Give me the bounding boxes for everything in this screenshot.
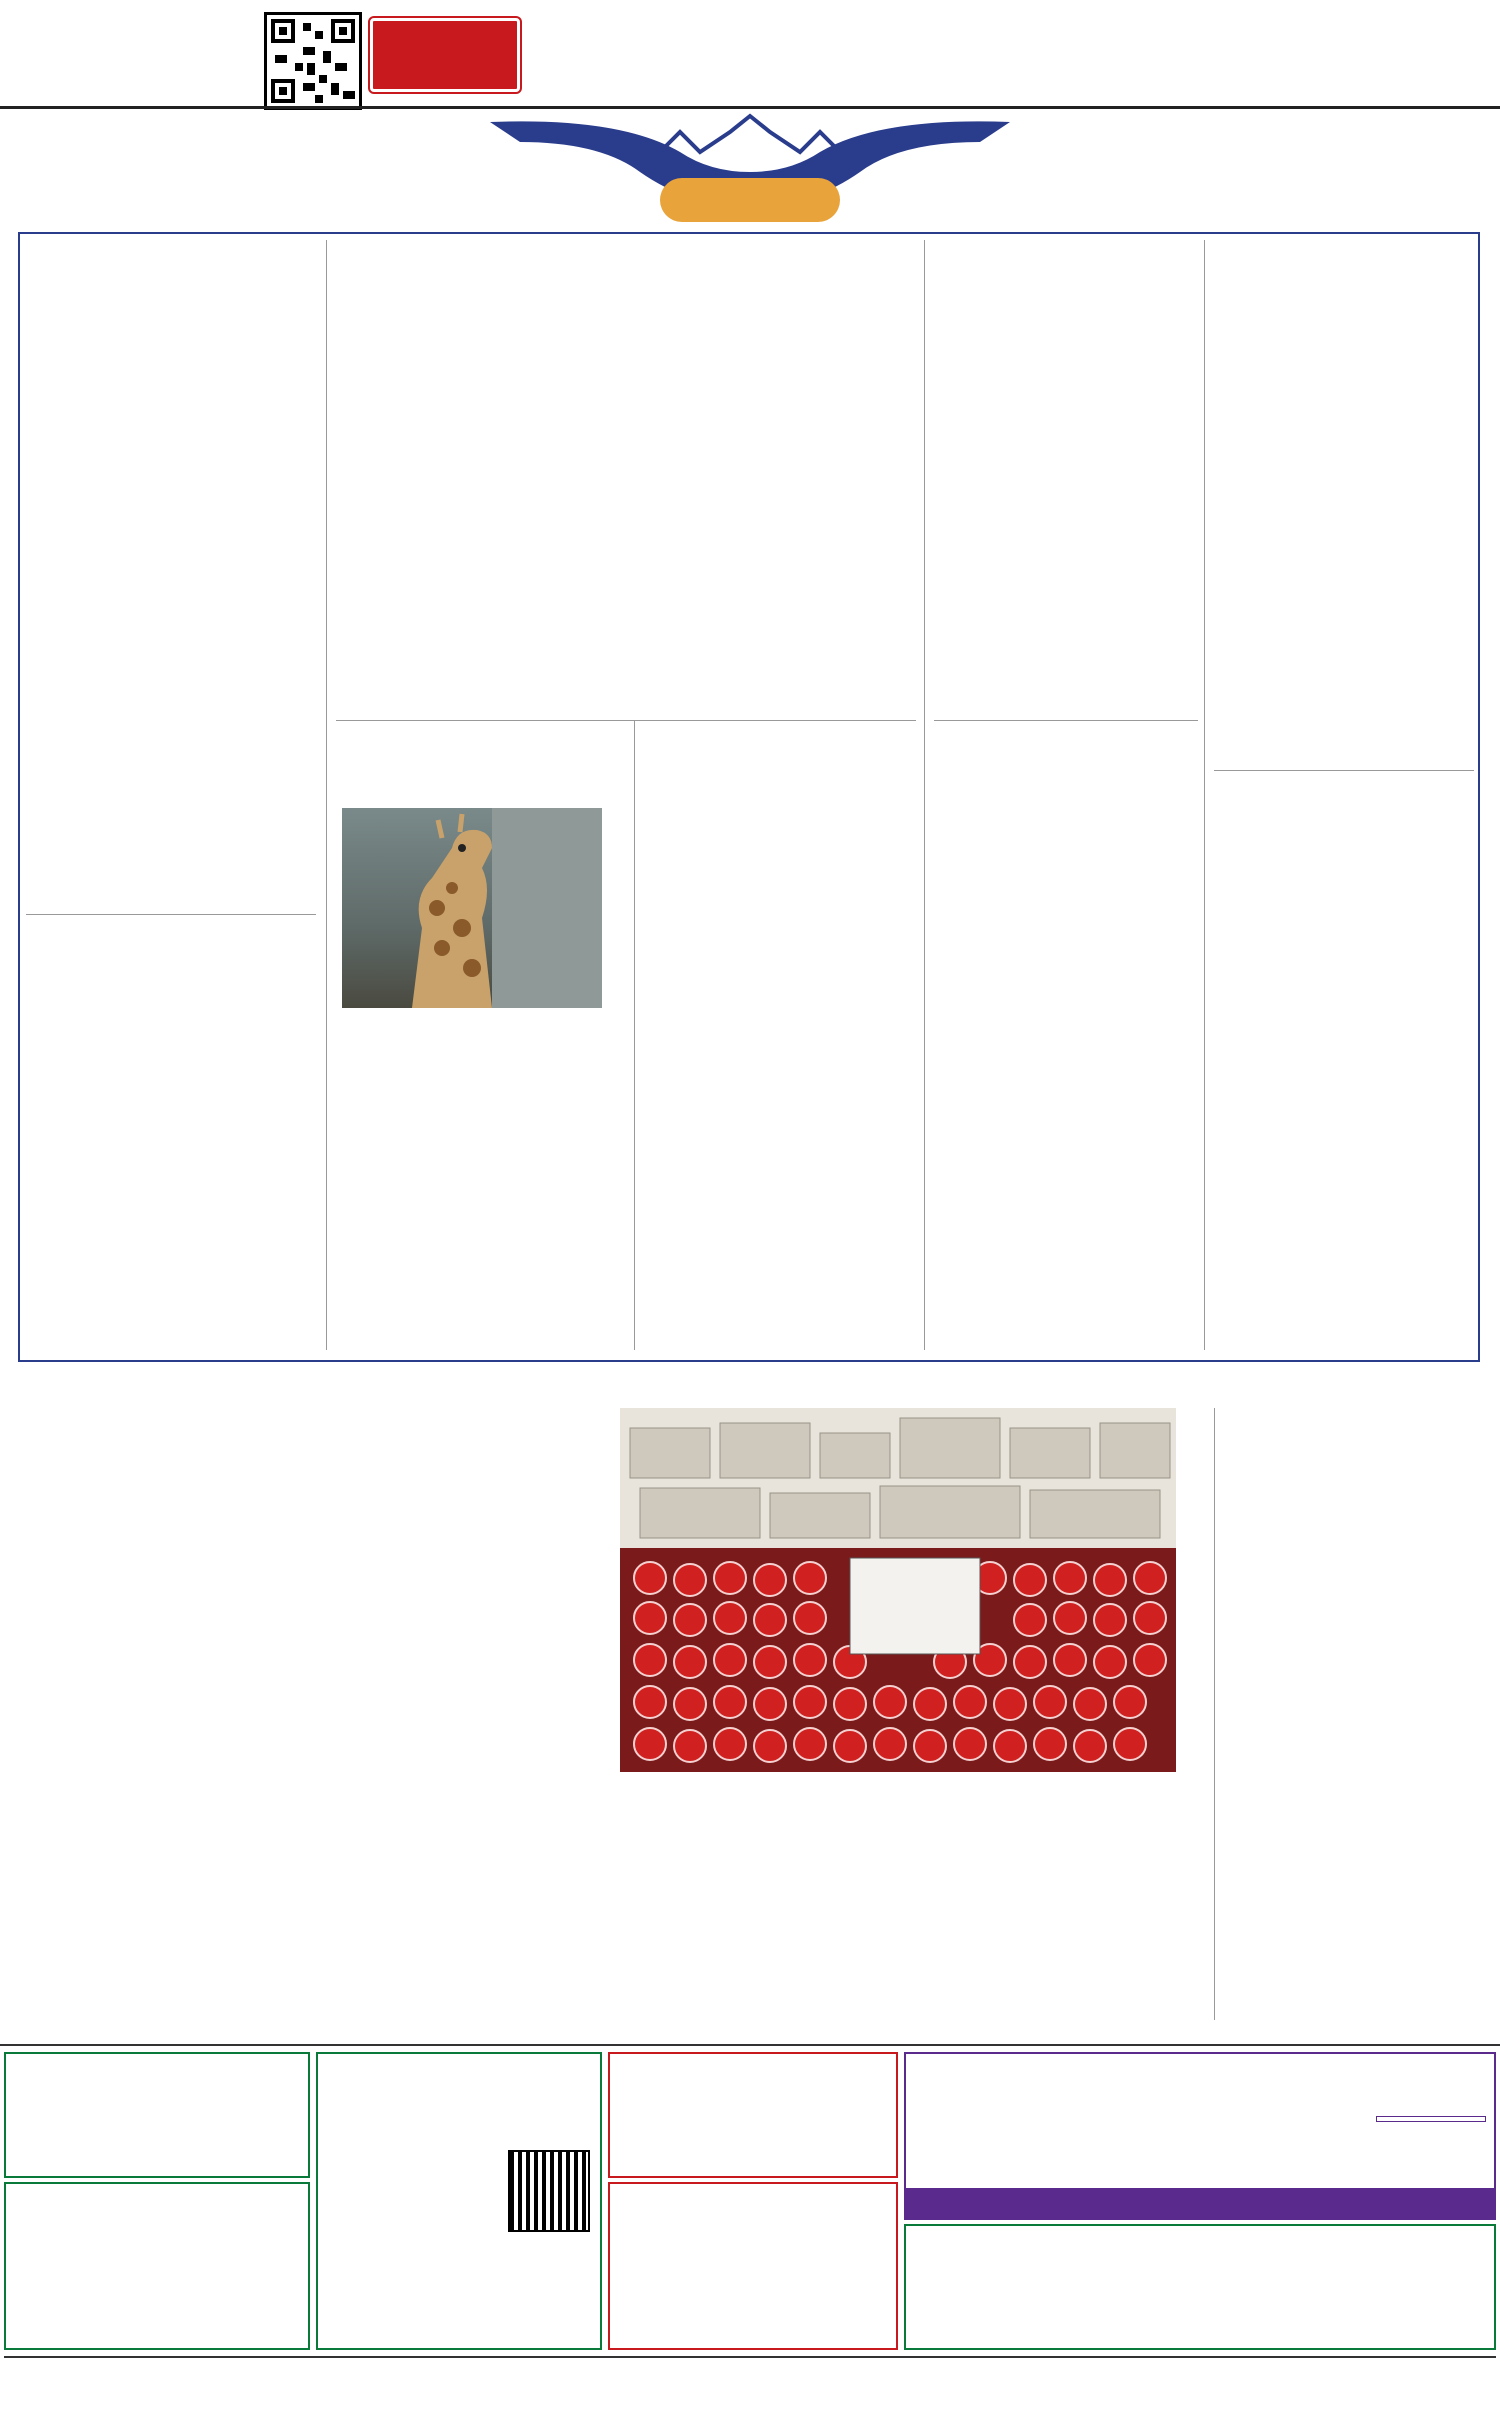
- article-invoice-col4: [916, 1788, 1184, 1906]
- giraffe-photo: [342, 808, 602, 1008]
- ad-songsong: [608, 2052, 898, 2178]
- classifieds: [4, 2356, 1496, 2412]
- article-invoice-col1: [20, 1660, 288, 2040]
- article-medicine-col2: [640, 346, 916, 652]
- article-medicine-col1: [340, 346, 616, 682]
- banner-title: [660, 178, 840, 222]
- article-bookstore: [1224, 314, 1470, 710]
- ad-massage: [316, 2052, 602, 2350]
- ad-yiyuan-side: [1376, 2116, 1486, 2122]
- qr-code-icon: [264, 12, 362, 110]
- ad-seafood: [1214, 1408, 1484, 2020]
- ad-yiyuan: [904, 2052, 1496, 2220]
- article-invoice-col2: [318, 1660, 586, 2040]
- article-coal: [36, 1004, 312, 1286]
- ad-yinian: [4, 2182, 310, 2350]
- ad-songsong-items: [610, 2054, 896, 2058]
- ad-massage-qr-icon: [508, 2150, 590, 2232]
- article-insurance: [648, 816, 918, 1290]
- evidence-photo: [620, 1408, 1176, 1772]
- article-invoice-col3: [618, 1788, 886, 1978]
- ad-jianbang: [904, 2224, 1496, 2350]
- article-court: [1224, 866, 1470, 1286]
- section-badge: [370, 18, 520, 92]
- ad-yiyuan-footer: [906, 2188, 1494, 2218]
- article-giraffe: [342, 1028, 618, 1290]
- article-weather: [36, 314, 312, 874]
- article-service: [940, 820, 1192, 1266]
- article-software: [940, 314, 1192, 664]
- ad-yanliu-body: [610, 2184, 896, 2188]
- ad-yihe: [4, 2052, 310, 2178]
- ad-yanliu: [608, 2182, 898, 2350]
